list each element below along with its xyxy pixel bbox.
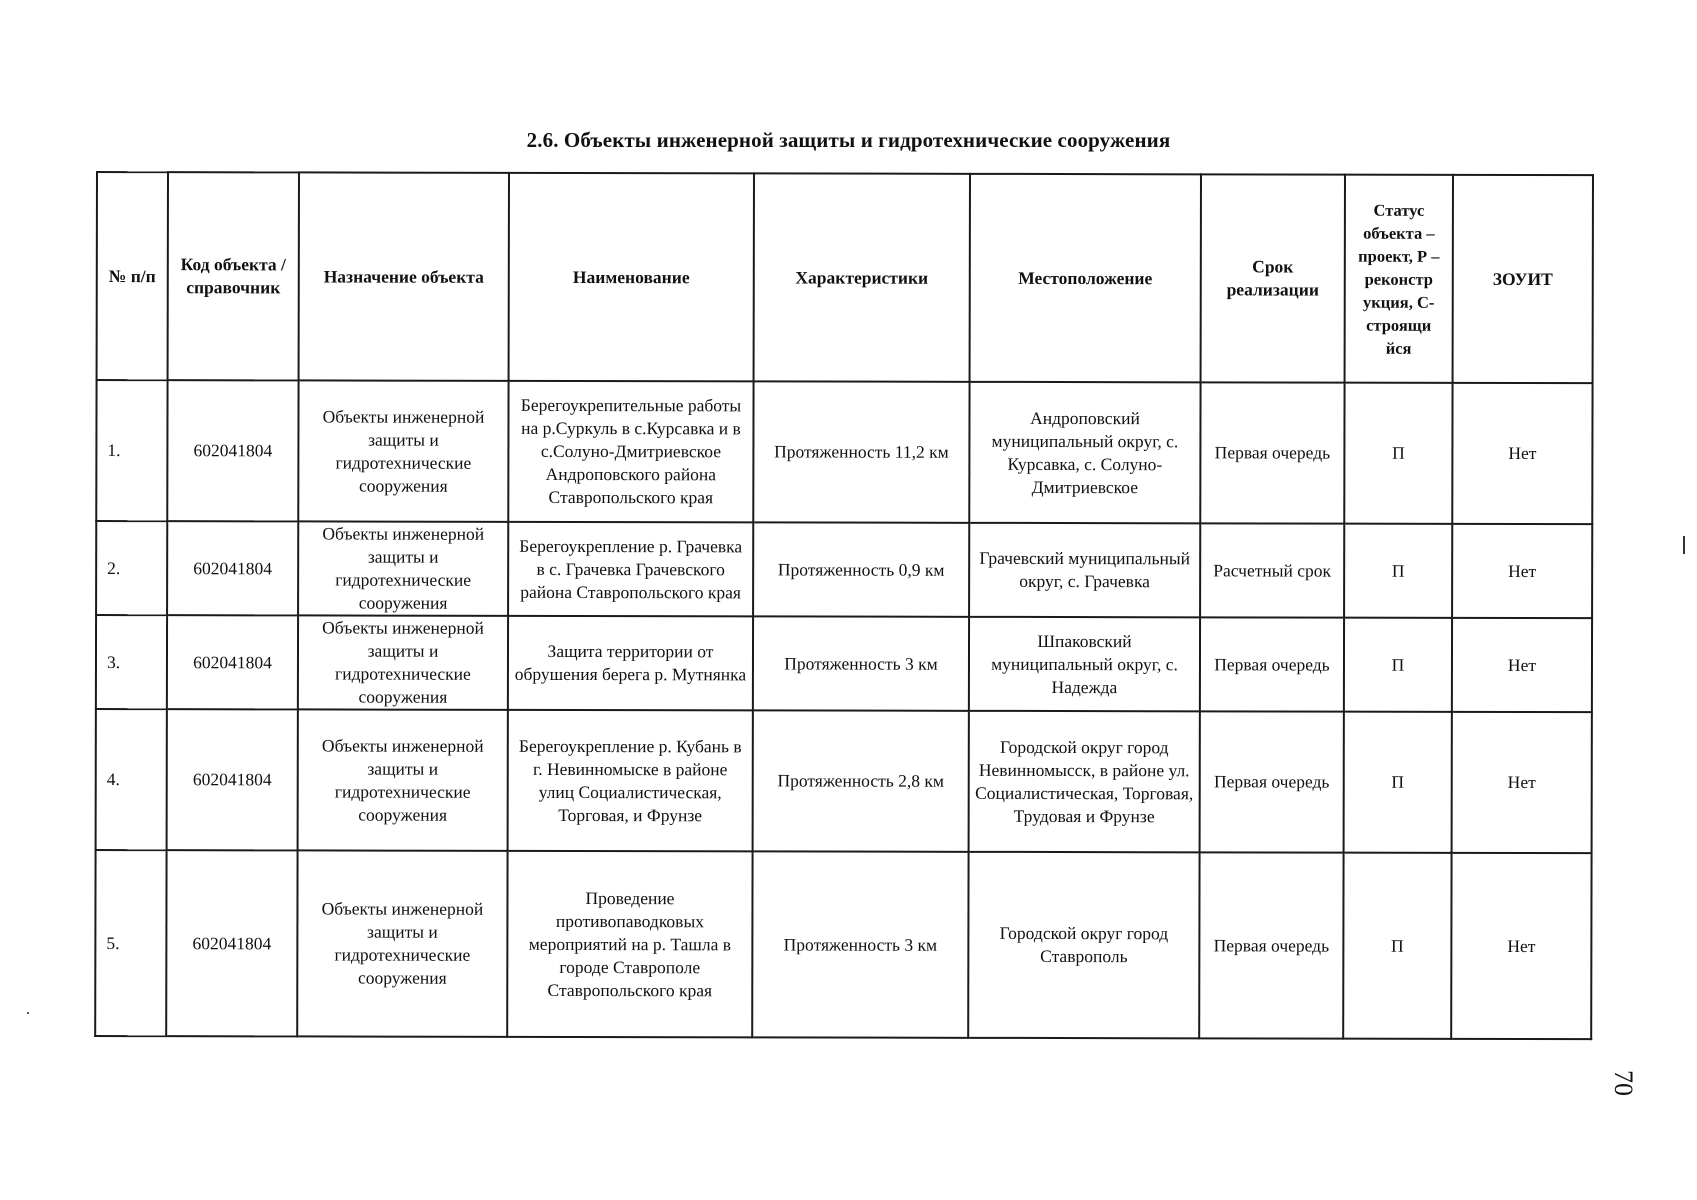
row-characteristics: Протяженность 11,2 км: [753, 381, 969, 522]
scan-speck: [27, 1012, 29, 1014]
row-term: Первая очередь: [1200, 382, 1344, 523]
row-status: П: [1344, 712, 1452, 853]
header-status: Статус объекта – проект, Р – реконстр укция, С-строящи йся: [1345, 175, 1453, 383]
table-row: [96, 709, 1592, 853]
row-name: Берегоукрепление р. Грачевка в с. Грачевка Грачевского района Ставропольского края: [508, 522, 753, 617]
header-zouit: ЗОУИТ: [1453, 175, 1593, 383]
section-title: 2.6. Объекты инженерной защиты и гидротехнические сооружения: [526, 128, 1171, 152]
row-term: Первая очередь: [1199, 852, 1343, 1038]
row-purpose: Объекты инженерной защиты и гидротехнические сооружения: [298, 615, 508, 709]
row-status: П: [1343, 853, 1451, 1039]
row-name: Берегоукрепление р. Кубань в г. Невинномыске в районе улиц Социалистическая, Торговая, и Фрунзе: [508, 710, 753, 852]
header-characteristics: Характеристики: [754, 173, 970, 381]
scan-margin-mark: [1683, 536, 1685, 554]
header-term: Срок реализации: [1201, 174, 1345, 382]
header-location: Местоположение: [970, 174, 1201, 382]
header-name: Наименование: [509, 173, 754, 382]
row-characteristics: Протяженность 0,9 км: [753, 522, 969, 616]
row-location: Грачевский муниципальный округ, с. Грачевка: [969, 523, 1200, 617]
row-code: 602041804: [167, 521, 298, 615]
row-purpose: Объекты инженерной защиты и гидротехнические сооружения: [298, 380, 508, 521]
table-header-row: [97, 172, 1593, 383]
row-number: 5.: [95, 850, 166, 1036]
row-name: Проведение противопаводковых мероприятий на р. Ташла в городе Ставрополе Ставропольского края: [507, 851, 752, 1038]
row-purpose: Объекты инженерной защиты и гидротехнические сооружения: [298, 709, 508, 850]
row-location: Городской округ город Ставрополь: [968, 852, 1199, 1038]
row-code: 602041804: [167, 615, 298, 709]
header-purpose: Назначение объекта: [299, 172, 509, 380]
row-number: 1.: [96, 380, 167, 521]
row-purpose: Объекты инженерной защиты и гидротехнические сооружения: [298, 521, 508, 615]
row-status: П: [1344, 383, 1452, 524]
row-characteristics: Протяженность 2,8 км: [753, 710, 969, 851]
row-term: Первая очередь: [1200, 711, 1344, 852]
row-location: Городской округ город Невинномысск, в районе ул. Социалистическая, Торговая, Трудовая и Фрунзе: [969, 711, 1200, 852]
row-number: 2.: [96, 521, 167, 615]
header-object-code: Код объекта / справочник: [168, 172, 299, 380]
row-zouit: Нет: [1452, 524, 1592, 618]
row-name: Берегоукрепительные работы на р.Суркуль в с.Курсавка и в с.Солуно-Дмитриевское Андроповского района Ставропольского края: [508, 381, 753, 523]
table-row: [96, 521, 1592, 618]
row-purpose: Объекты инженерной защиты и гидротехнические сооружения: [297, 850, 507, 1036]
row-zouit: Нет: [1451, 853, 1591, 1039]
row-zouit: Нет: [1452, 383, 1592, 524]
row-term: Первая очередь: [1200, 617, 1344, 711]
row-number: 4.: [96, 709, 167, 850]
row-number: 3.: [96, 615, 167, 709]
row-term: Расчетный срок: [1200, 523, 1344, 617]
row-code: 602041804: [167, 709, 298, 850]
row-location: Андроповский муниципальный округ, с. Курсавка, с. Солуно-Дмитриевское: [969, 382, 1200, 523]
row-zouit: Нет: [1452, 618, 1592, 712]
table-row: [95, 850, 1591, 1039]
row-characteristics: Протяженность 3 км: [753, 616, 969, 710]
row-status: П: [1344, 524, 1452, 618]
row-zouit: Нет: [1452, 712, 1592, 853]
page-number: 70: [1609, 1070, 1638, 1096]
row-characteristics: Протяженность 3 км: [752, 851, 968, 1037]
table-row: [96, 380, 1592, 524]
row-code: 602041804: [166, 850, 297, 1036]
row-location: Шпаковский муниципальный округ, с. Надежда: [969, 617, 1200, 711]
header-number: № п/п: [97, 172, 168, 380]
row-code: 602041804: [167, 380, 298, 521]
row-status: П: [1344, 618, 1452, 712]
engineering-protection-table: [94, 171, 1594, 1040]
table-row: [96, 615, 1592, 712]
row-name: Защита территории от обрушения берега р. Мутнянка: [508, 616, 753, 711]
